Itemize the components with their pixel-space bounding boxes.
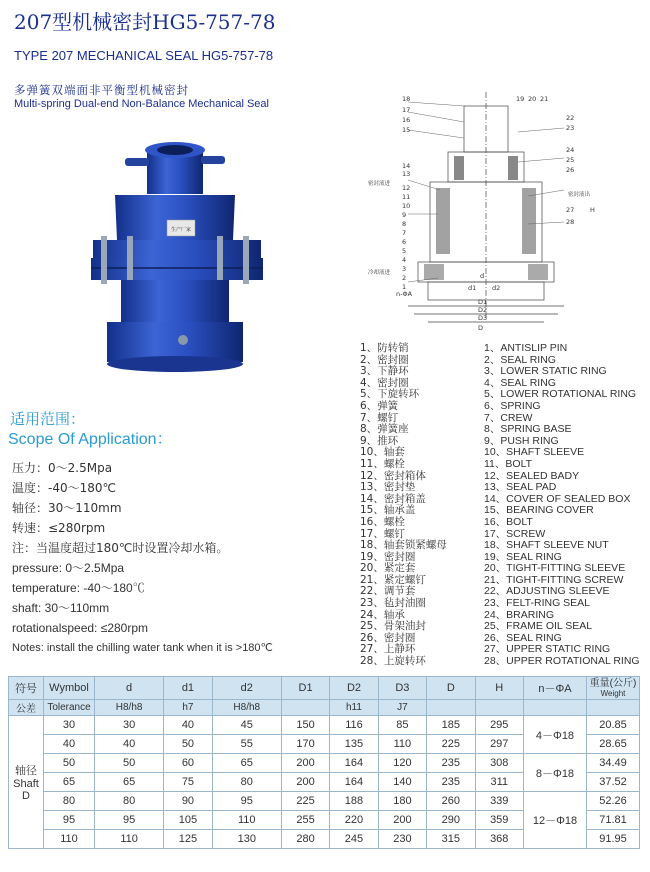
table-cell: 220 xyxy=(330,811,378,830)
part-en: 18、SHAFT SLEEVE NUT xyxy=(484,539,609,552)
part-cn: 12、密封箱体 xyxy=(360,469,426,482)
bolt-cell: 12－Φ18 xyxy=(524,792,587,849)
part-en: 23、FELT-RING SEAL xyxy=(484,597,591,610)
part-cn: 21、紧定螺钉 xyxy=(360,573,426,586)
table-cell: 164 xyxy=(330,754,378,773)
spec-line: 轴径：30～110mm xyxy=(12,501,122,515)
header-col: d2 xyxy=(212,677,281,700)
drawing-label: 27 xyxy=(566,206,575,214)
table-cell: 311 xyxy=(475,773,524,792)
tolerance-cell: H8/h8 xyxy=(95,700,164,716)
part-en: 11、BOLT xyxy=(484,457,533,470)
drawing-label: 17 xyxy=(402,106,411,114)
table-cell: 255 xyxy=(281,811,329,830)
table-cell: 20.85 xyxy=(587,716,640,735)
shaft-label-en: Shaft D xyxy=(13,778,39,802)
drawing-dim: H xyxy=(590,206,595,214)
drawing-label: 14 xyxy=(402,162,411,170)
subtitle-cn: 多弹簧双端面非平衡型机械密封 xyxy=(14,83,189,97)
drawing-dim: D2 xyxy=(478,306,488,314)
spec-line: 注：当温度超过180℃时设置冷却水箱。 xyxy=(12,541,229,555)
header-col: D2 xyxy=(330,677,378,700)
drawing-label: 9 xyxy=(402,211,407,219)
table-cell: 368 xyxy=(475,830,524,849)
table-cell: 235 xyxy=(427,754,475,773)
part-en: 13、SEAL PAD xyxy=(484,481,557,494)
spec-line: temperature: -40～180℃ xyxy=(12,581,145,595)
tolerance-cell xyxy=(524,700,587,716)
header-col: H xyxy=(475,677,524,700)
header-weight xyxy=(587,677,640,700)
header-col: D1 xyxy=(281,677,329,700)
part-en: 15、BEARING COVER xyxy=(484,504,594,517)
table-row xyxy=(9,716,640,735)
table-cell: 30 xyxy=(95,716,164,735)
part-cn: 10、轴套 xyxy=(360,446,405,459)
drawing-label: 20 xyxy=(528,95,537,103)
drawing-dim: d1 xyxy=(468,284,477,292)
table-cell: 295 xyxy=(475,716,524,735)
part-en: 27、UPPER STATIC RING xyxy=(484,643,611,656)
table-cell: 71.81 xyxy=(587,811,640,830)
part-en: 9、PUSH RING xyxy=(484,434,559,447)
table-cell: 200 xyxy=(281,754,329,773)
table-cell: 180 xyxy=(378,792,426,811)
part-cn: 2、密封圈 xyxy=(360,353,409,366)
table-cell: 308 xyxy=(475,754,524,773)
table-cell: 297 xyxy=(475,735,524,754)
table-cell: 260 xyxy=(427,792,475,811)
table-cell: 125 xyxy=(164,830,212,849)
part-cn: 16、螺栓 xyxy=(360,515,405,528)
table-cell: 91.95 xyxy=(587,830,640,849)
part-cn: 20、紧定套 xyxy=(360,562,416,575)
table-cell: 95 xyxy=(95,811,164,830)
weight-en: Weight xyxy=(600,689,626,698)
tolerance-cell xyxy=(587,700,640,716)
part-en: 14、COVER OF SEALED BOX xyxy=(484,492,631,505)
part-en: 17、SCREW xyxy=(484,527,546,540)
table-cell: 90 xyxy=(164,792,212,811)
bolt-cell: 4－Φ18 xyxy=(524,716,587,754)
part-cn: 14、密封箱盖 xyxy=(360,492,426,505)
spec-line: 转速：≤280rpm xyxy=(12,521,106,535)
drawing-label: 10 xyxy=(402,202,411,210)
spec-line: pressure: 0～2.5Mpa xyxy=(12,561,125,575)
table-cell: 200 xyxy=(378,811,426,830)
drawing-label: 18 xyxy=(402,95,411,103)
table-cell: 28.65 xyxy=(587,735,640,754)
part-cn: 15、轴承盖 xyxy=(360,504,416,517)
parts-list-cn xyxy=(360,343,447,668)
tolerance-cell: h7 xyxy=(164,700,212,716)
scope-title-en: Scope Of Application： xyxy=(8,431,173,448)
header-col: D xyxy=(427,677,475,700)
part-en: 12、SEALED BADY xyxy=(484,469,580,482)
drawing-label: 15 xyxy=(402,126,411,134)
header-col: D3 xyxy=(378,677,426,700)
table-header-row xyxy=(9,677,640,700)
drawing-label: 13 xyxy=(402,170,411,178)
table-cell: 140 xyxy=(378,773,426,792)
part-en: 21、TIGHT-FITTING SCREW xyxy=(484,573,624,586)
part-en: 6、SPRING xyxy=(484,399,541,412)
part-en: 25、FRAME OIL SEAL xyxy=(484,620,593,633)
drawing-note-in: 密封液进 xyxy=(368,181,391,187)
table-cell: 45 xyxy=(212,716,281,735)
drawing-label: 5 xyxy=(402,247,407,255)
part-cn: 26、密封圈 xyxy=(360,631,416,644)
tolerance-cell: h11 xyxy=(330,700,378,716)
drawing-label: 19 xyxy=(516,95,525,103)
part-en: 16、BOLT xyxy=(484,515,533,528)
table-cell: 225 xyxy=(427,735,475,754)
table-cell: 110 xyxy=(212,811,281,830)
page-title-en: TYPE 207 MECHANICAL SEAL HG5-757-78 xyxy=(14,48,274,63)
nameplate-text: 生产厂家 xyxy=(170,227,192,233)
part-en: 10、SHAFT SLEEVE xyxy=(484,446,585,459)
table-cell: 245 xyxy=(330,830,378,849)
tolerance-en: Tolerance xyxy=(44,700,95,716)
part-en: 7、CREW xyxy=(484,411,533,424)
table-cell: 80 xyxy=(95,792,164,811)
drawing-label: 25 xyxy=(566,156,575,164)
sectional-drawing xyxy=(368,92,603,332)
part-cn: 5、下旋转环 xyxy=(360,388,420,401)
drawing-label: 24 xyxy=(566,146,575,154)
table-cell: 65 xyxy=(44,773,95,792)
table-cell: 150 xyxy=(281,716,329,735)
table-cell: 135 xyxy=(330,735,378,754)
table-row xyxy=(9,792,640,811)
drawing-label: 23 xyxy=(566,124,575,132)
spec-line: rotationalspeed: ≤280rpm xyxy=(12,621,149,635)
part-en: 28、UPPER ROTATIONAL RING xyxy=(484,655,640,668)
table-cell: 80 xyxy=(212,773,281,792)
parts-list-en xyxy=(484,343,640,668)
header-symbol-cn: 符号 xyxy=(9,677,44,700)
header-col: n－ΦA xyxy=(524,677,587,700)
table-cell: 65 xyxy=(95,773,164,792)
part-en: 19、SEAL RING xyxy=(484,550,562,563)
spec-line: shaft: 30～110mm xyxy=(12,601,110,615)
part-en: 3、LOWER STATIC RING xyxy=(484,365,607,378)
table-cell: 60 xyxy=(164,754,212,773)
drawing-label: 4 xyxy=(402,256,407,264)
part-cn: 13、密封垫 xyxy=(360,481,416,494)
tolerance-cell: H8/h8 xyxy=(212,700,281,716)
spec-line: 压力：0～2.5Mpa xyxy=(12,461,113,475)
part-en: 24、BRARING xyxy=(484,608,555,621)
part-cn: 1、防转销 xyxy=(360,342,409,354)
table-cell: 339 xyxy=(475,792,524,811)
drawing-dim: d2 xyxy=(492,284,501,292)
table-cell: 230 xyxy=(378,830,426,849)
part-cn: 19、密封圈 xyxy=(360,550,416,563)
table-cell: 188 xyxy=(330,792,378,811)
header-symbol-en: Wymbol xyxy=(44,677,95,700)
part-en: 1、ANTISLIP PIN xyxy=(484,342,568,354)
table-cell: 359 xyxy=(475,811,524,830)
table-cell: 65 xyxy=(212,754,281,773)
table-cell: 37.52 xyxy=(587,773,640,792)
tolerance-cell: J7 xyxy=(378,700,426,716)
table-cell: 130 xyxy=(212,830,281,849)
part-cn: 18、轴套锁紧螺母 xyxy=(360,539,447,552)
table-cell: 50 xyxy=(44,754,95,773)
part-en: 8、SPRING BASE xyxy=(484,423,572,436)
table-cell: 40 xyxy=(95,735,164,754)
part-cn: 3、下静环 xyxy=(360,365,409,378)
table-cell: 110 xyxy=(95,830,164,849)
drawing-label: 11 xyxy=(402,193,411,201)
shaft-label-cn: 轴径 xyxy=(15,765,37,777)
drawing-label: 3 xyxy=(402,265,407,273)
part-cn: 4、密封圈 xyxy=(360,376,409,389)
part-cn: 24、轴承 xyxy=(360,608,405,621)
table-cell: 30 xyxy=(44,716,95,735)
drawing-label: 2 xyxy=(402,274,407,282)
table-row xyxy=(9,754,640,773)
drawing-dim: D3 xyxy=(478,314,488,322)
spec-line: 温度：-40～180℃ xyxy=(12,481,116,495)
table-cell: 50 xyxy=(164,735,212,754)
table-cell: 50 xyxy=(95,754,164,773)
part-cn: 17、螺钉 xyxy=(360,527,405,540)
page-title-cn: 207型机械密封HG5-757-78 xyxy=(14,10,276,34)
table-cell: 40 xyxy=(164,716,212,735)
table-cell: 315 xyxy=(427,830,475,849)
table-cell: 164 xyxy=(330,773,378,792)
drawing-label: 26 xyxy=(566,166,575,174)
part-en: 2、SEAL RING xyxy=(484,353,556,366)
part-cn: 11、螺栓 xyxy=(360,457,405,470)
part-cn: 23、毡封油圈 xyxy=(360,597,426,610)
table-cell: 110 xyxy=(378,735,426,754)
drawing-note-out: 密封液出 xyxy=(568,192,591,198)
drawing-label: 12 xyxy=(402,184,411,192)
drawing-label: 16 xyxy=(402,116,411,124)
part-cn: 8、弹簧座 xyxy=(360,423,409,436)
part-cn: 7、螺钉 xyxy=(360,411,399,424)
scope-specs xyxy=(12,458,273,658)
drawing-dim: D xyxy=(478,324,484,332)
table-cell: 225 xyxy=(281,792,329,811)
spec-table xyxy=(8,676,640,849)
table-cell: 200 xyxy=(281,773,329,792)
part-en: 4、SEAL RING xyxy=(484,376,556,389)
table-cell: 80 xyxy=(44,792,95,811)
table-cell: 170 xyxy=(281,735,329,754)
part-cn: 22、调节套 xyxy=(360,585,416,598)
part-cn: 28、上旋转环 xyxy=(360,655,426,668)
spec-line: Notes: install the chilling water tank when it is >180℃ xyxy=(12,642,273,654)
header-col: d xyxy=(95,677,164,700)
part-en: 5、LOWER ROTATIONAL RING xyxy=(484,388,637,401)
drawing-label: 1 xyxy=(402,283,407,291)
table-cell: 95 xyxy=(44,811,95,830)
table-cell: 116 xyxy=(330,716,378,735)
part-cn: 25、骨架油封 xyxy=(360,620,426,633)
part-en: 26、SEAL RING xyxy=(484,631,562,644)
drawing-label: 8 xyxy=(402,220,407,228)
table-cell: 95 xyxy=(212,792,281,811)
table-cell: 290 xyxy=(427,811,475,830)
tolerance-cell xyxy=(475,700,524,716)
tolerance-cell xyxy=(427,700,475,716)
drawing-label: 21 xyxy=(540,95,549,103)
tolerance-cell xyxy=(281,700,329,716)
drawing-note-bolt: n-ΦA xyxy=(396,290,413,298)
drawing-label: 22 xyxy=(566,114,575,122)
part-cn: 9、推环 xyxy=(360,434,399,447)
table-cell: 40 xyxy=(44,735,95,754)
bolt-cell: 8－Φ18 xyxy=(524,754,587,792)
table-cell: 75 xyxy=(164,773,212,792)
part-en: 22、ADJUSTING SLEEVE xyxy=(484,585,610,598)
table-cell: 280 xyxy=(281,830,329,849)
part-cn: 6、弹簧 xyxy=(360,399,399,412)
table-cell: 105 xyxy=(164,811,212,830)
table-cell: 235 xyxy=(427,773,475,792)
product-photo xyxy=(85,140,270,380)
table-cell: 185 xyxy=(427,716,475,735)
subtitle-en: Multi-spring Dual-end Non-Balance Mechanical Seal xyxy=(14,98,269,110)
table-cell: 55 xyxy=(212,735,281,754)
table-cell: 120 xyxy=(378,754,426,773)
table-tolerance-row xyxy=(9,700,640,716)
part-cn: 27、上静环 xyxy=(360,643,416,656)
drawing-dim: d xyxy=(480,272,485,280)
table-cell: 52.26 xyxy=(587,792,640,811)
drawing-label: 7 xyxy=(402,229,407,237)
drawing-dim: D1 xyxy=(478,298,488,306)
part-en: 20、TIGHT-FITTING SLEEVE xyxy=(484,562,626,575)
drawing-note-cool: 冷却液进 xyxy=(368,270,391,276)
table-cell: 85 xyxy=(378,716,426,735)
scope-title-cn: 适用范围： xyxy=(10,410,86,428)
shaft-label xyxy=(9,716,44,849)
drawing-label: 28 xyxy=(566,218,575,226)
header-col: d1 xyxy=(164,677,212,700)
weight-cn: 重量(公斤) xyxy=(589,678,637,689)
tolerance-cn: 公差 xyxy=(9,700,44,716)
table-cell: 110 xyxy=(44,830,95,849)
table-cell: 34.49 xyxy=(587,754,640,773)
drawing-label: 6 xyxy=(402,238,407,246)
